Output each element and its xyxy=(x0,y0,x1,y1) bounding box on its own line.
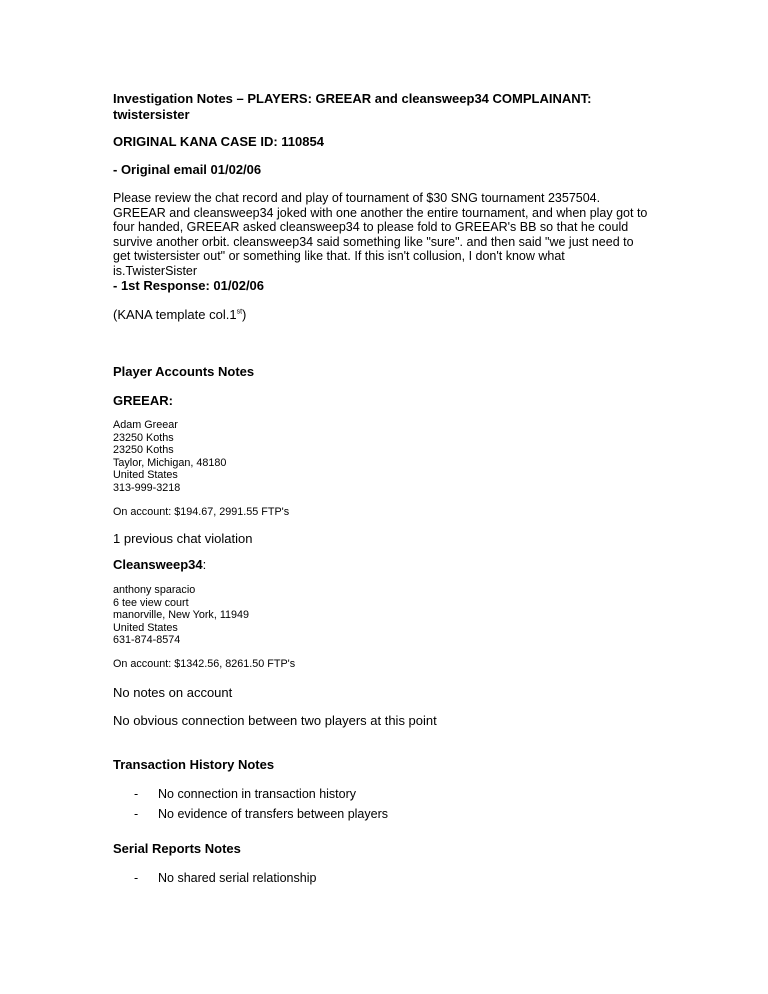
greear-address-block xyxy=(113,419,658,495)
first-response-heading: - 1st Response: 01/02/06 xyxy=(113,278,265,293)
email-body xyxy=(113,191,673,279)
greear-city: Taylor, Michigan, 48180 xyxy=(113,456,227,469)
greear-note: 1 previous chat violation xyxy=(113,531,253,546)
email-line: Please review the chat record and play of tournament of $30 SNG tournament 2357504. xyxy=(113,191,601,205)
cleansweep-name: anthony sparacio xyxy=(113,584,196,596)
kana-template-close: ) xyxy=(242,307,247,322)
original-email-heading: - Original email 01/02/06 xyxy=(113,162,262,177)
transaction-history-heading: Transaction History Notes xyxy=(113,757,275,772)
kana-template-note xyxy=(113,307,658,323)
cleansweep-country: United States xyxy=(113,621,178,634)
greear-phone: 313-999-3218 xyxy=(113,481,181,494)
player-accounts-heading: Player Accounts Notes xyxy=(113,364,255,379)
document-title xyxy=(113,91,658,123)
email-line: four handed, GREEAR asked cleansweep34 to please fold to GREEAR's BB so that he could xyxy=(113,220,629,235)
case-id: ORIGINAL KANA CASE ID: 110854 xyxy=(113,134,324,149)
kana-template-text: (KANA template col.1 xyxy=(113,307,237,322)
title-line-2: twistersister xyxy=(113,107,190,122)
cleansweep-label-colon: : xyxy=(202,557,207,572)
cleansweep-label: Cleansweep34 xyxy=(113,557,203,572)
email-line: is.TwisterSister xyxy=(113,263,198,278)
cleansweep-note: No notes on account xyxy=(113,685,233,700)
bullet-dash: - xyxy=(134,807,139,821)
greear-name: Adam Greear xyxy=(113,419,178,431)
cleansweep-address-block xyxy=(113,584,658,647)
cleansweep-phone: 631-874-8574 xyxy=(113,634,181,647)
cleansweep-on-account: On account: $1342.56, 8261.50 FTP's xyxy=(113,658,296,670)
email-line: survive another orbit. cleansweep34 said something like "sure". and then said "we just need to xyxy=(113,234,634,249)
email-line: get twistersister out" or something like that. If this isn't collusion, I don't know what xyxy=(113,249,565,264)
kana-template-superscript: st xyxy=(236,308,243,316)
bullet-dash: - xyxy=(134,871,139,885)
serial-reports-heading: Serial Reports Notes xyxy=(113,841,241,856)
cleansweep-label-wrap xyxy=(113,557,658,573)
cleansweep-address-line: 6 tee view court xyxy=(113,596,189,609)
cleansweep-city: manorville, New York, 11949 xyxy=(113,609,250,622)
greear-label: GREEAR: xyxy=(113,393,173,408)
greear-on-account: On account: $194.67, 2991.55 FTP's xyxy=(113,506,290,518)
bullet-dash: - xyxy=(134,787,139,801)
greear-country: United States xyxy=(113,469,178,482)
list-item-text: No evidence of transfers between players xyxy=(158,807,388,821)
title-line-1: Investigation Notes – PLAYERS: GREEAR and cleansweep34 COMPLAINANT: xyxy=(113,91,592,106)
greear-address-line: 23250 Koths xyxy=(113,431,174,444)
greear-address-line: 23250 Koths xyxy=(113,444,174,457)
email-line: GREEAR and cleansweep34 joked with one another the entire tournament, and when play got to xyxy=(113,205,648,220)
list-item-text: No shared serial relationship xyxy=(158,871,317,885)
connection-note: No obvious connection between two players at this point xyxy=(113,713,437,728)
list-item-text: No connection in transaction history xyxy=(158,787,357,801)
